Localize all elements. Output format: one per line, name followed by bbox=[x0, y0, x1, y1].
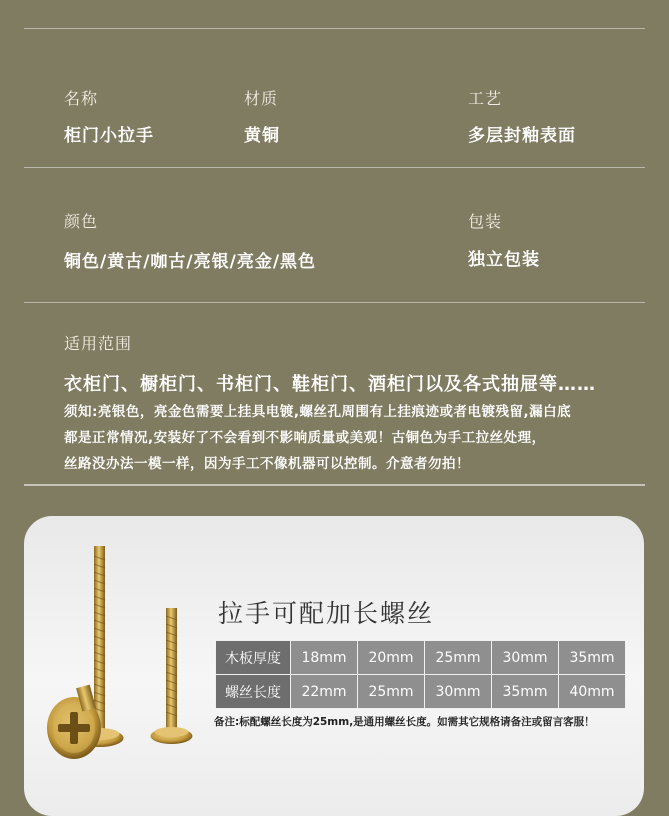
package-value: 独立包装 bbox=[468, 250, 540, 270]
table-row bbox=[216, 641, 626, 675]
divider-1 bbox=[24, 167, 645, 168]
table-row bbox=[216, 675, 626, 709]
table-cell: 30mm bbox=[425, 675, 492, 709]
material-value: 黄铜 bbox=[244, 126, 280, 146]
color-label: 颜色 bbox=[64, 212, 99, 231]
notice-line-2: 都是正常情况,安装好了不会看到不影响质量或美观！古铜色为手工拉丝处理， bbox=[64, 430, 546, 446]
notice-line-1: 须知:亮银色，亮金色需要上挂具电镀,螺丝孔周围有上挂痕迹或者电镀残留,漏白底 bbox=[64, 404, 572, 420]
craft-value: 多层封釉表面 bbox=[468, 126, 576, 146]
name-label: 名称 bbox=[64, 89, 99, 108]
table-cell: 35mm bbox=[492, 675, 559, 709]
screw-length-header: 螺丝长度 bbox=[216, 675, 291, 709]
table-cell: 25mm bbox=[425, 641, 492, 675]
board-thickness-header: 木板厚度 bbox=[216, 641, 291, 675]
table-cell: 18mm bbox=[291, 641, 358, 675]
table-cell: 35mm bbox=[559, 641, 626, 675]
scope-label: 适用范围 bbox=[64, 334, 133, 353]
notice-line-3: 丝路没办法一模一样，因为手工不像机器可以控制。介意者勿拍！ bbox=[64, 456, 470, 472]
table-cell: 30mm bbox=[492, 641, 559, 675]
table-cell: 22mm bbox=[291, 675, 358, 709]
table-cell: 40mm bbox=[559, 675, 626, 709]
package-label: 包装 bbox=[468, 212, 503, 231]
material-label: 材质 bbox=[244, 89, 279, 108]
screw-card bbox=[24, 516, 644, 816]
top-divider bbox=[24, 28, 645, 29]
screw-spec-table bbox=[215, 640, 626, 709]
table-cell: 20mm bbox=[358, 641, 425, 675]
table-cell: 25mm bbox=[358, 675, 425, 709]
bottom-divider bbox=[24, 484, 645, 486]
color-value: 铜色/黄古/咖古/亮银/亮金/黑色 bbox=[64, 252, 317, 272]
screw-card-title: 拉手可配加长螺丝 bbox=[218, 599, 435, 628]
name-value: 柜门小拉手 bbox=[64, 126, 154, 146]
craft-label: 工艺 bbox=[468, 89, 503, 108]
scope-value: 衣柜门、橱柜门、书柜门、鞋柜门、酒柜门以及各式抽屉等…… bbox=[64, 374, 596, 395]
screws-photo bbox=[24, 516, 224, 816]
divider-2 bbox=[24, 302, 645, 303]
screw-card-note: 备注:标配螺丝长度为25mm,是通用螺丝长度。如需其它规格请备注或留言客服！ bbox=[214, 716, 595, 728]
